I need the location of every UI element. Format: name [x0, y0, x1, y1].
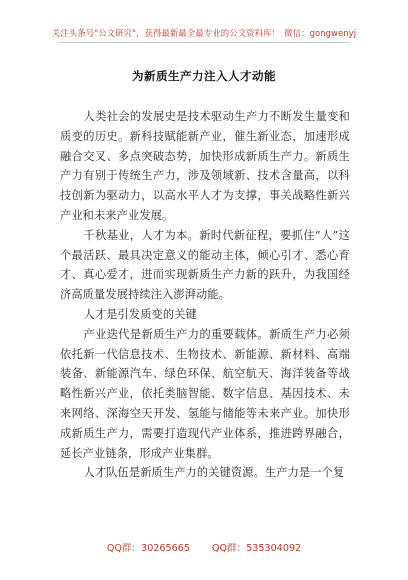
footer-qq-group-2: QQ群：535304092: [211, 543, 302, 554]
document-body: [60, 107, 350, 483]
footer: [0, 540, 408, 554]
header-notice: [0, 27, 408, 39]
paragraph: 千秋基业，人才为本。新时代新征程，要抓住“人”这个最活跃、最具决定意义的能动主体，倾心引才、悉心育才、真心爱才，进而实现新质生产力新的跃升，为我国经济高质量发展持续注入澎湃动能。: [60, 228, 350, 302]
header-divider: [58, 42, 350, 43]
paragraph: 产业迭代是新质生产力的重要载体。新质生产力必须依托新一代信息技术、生物技术、新能源、新材料、高端装备、新能源汽车、绿色环保、航空航天、海洋装备等战略性新兴产业，依托类脑智能、数字信息、基因技术、未来网络、深海空天开发、氢能与储能等未来产业。加快形成新质生产力，需要打造现代产业体系，推进跨界融合，延长产业链条，形成产业集群。: [60, 327, 350, 460]
section-heading: 人才是引发质变的关键: [83, 307, 197, 321]
document-title: 为新质生产力注入人才动能: [132, 69, 276, 83]
header-wechat: 微信：gongwenyj: [284, 28, 357, 38]
paragraph: 人类社会的发展史是技术驱动生产力不断发生量变和质变的历史。新科技赋能新产业，催生新业态，加速形成融合交叉、多点突破态势，加快形成新质生产力。新质生产力有别于传统生产力，涉及领域新、技术含量高，以科技创新为驱动力，以高水平人才为支撑，事关战略性新兴产业和未来产业发展。: [60, 110, 350, 222]
header-notice-text: 关注头条号"公文研究"，获得最新最全最专业的公文资料库！: [51, 28, 281, 38]
paragraph: 人才队伍是新质生产力的关键资源。生产力是一个复: [83, 466, 345, 480]
footer-qq-group-1: QQ群：30265665: [106, 543, 190, 554]
